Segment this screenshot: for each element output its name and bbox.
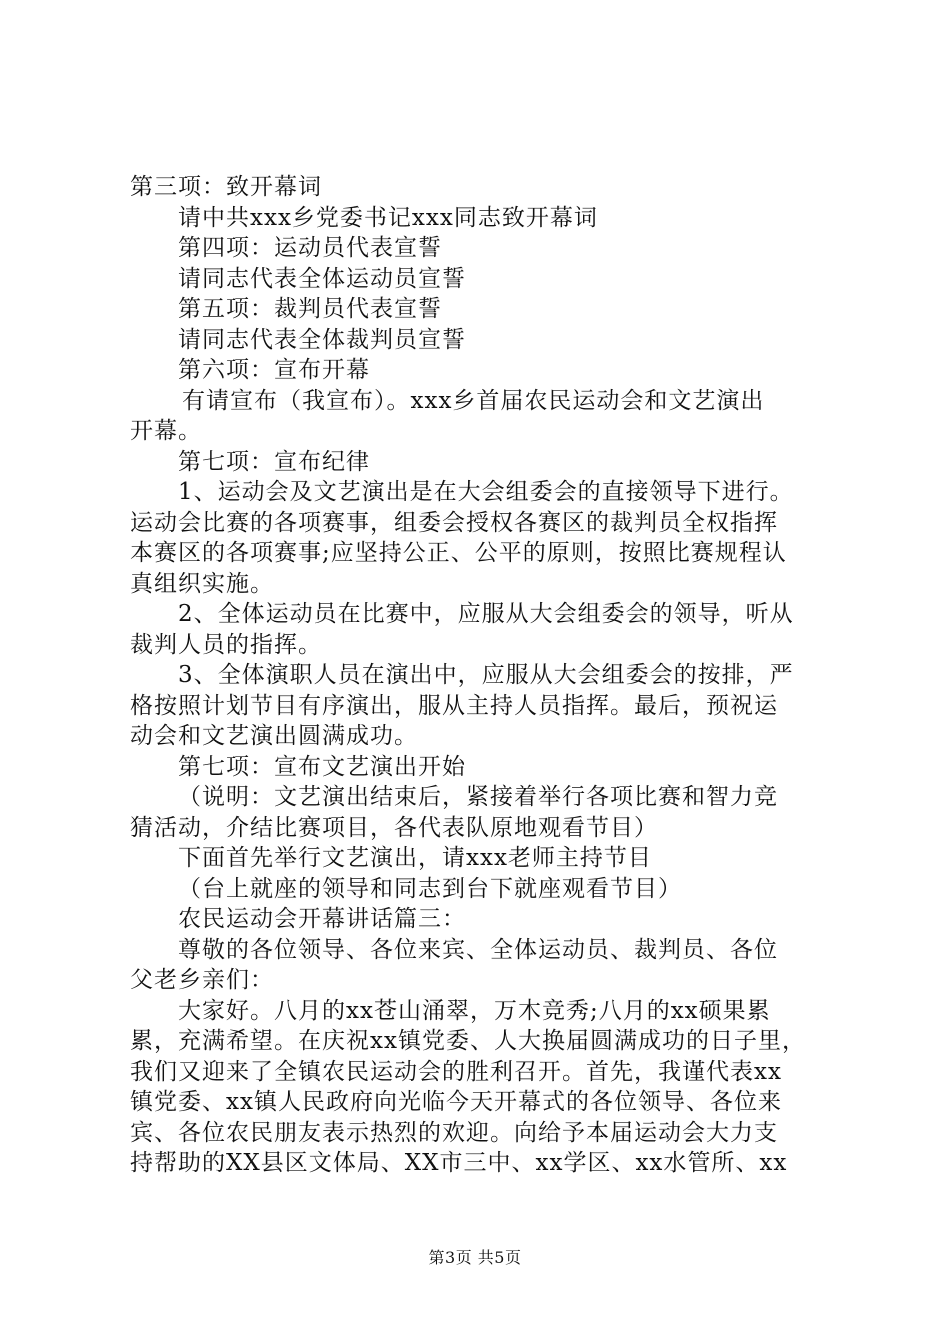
text-line: 开幕。 xyxy=(130,418,202,444)
text-line: 请中共xxx乡党委书记xxx同志致开幕词 xyxy=(178,204,598,231)
text-line: 第六项：宣布开幕 xyxy=(178,357,370,383)
text-line: 本赛区的各项赛事;应坚持公正、公平的原则，按照比赛规程认 xyxy=(130,540,787,566)
text-line: 真组织实施。 xyxy=(130,570,274,597)
text-line: 持帮助的XX县区文体局、XX市三中、xx学区、xx水管所、xx xyxy=(130,1150,788,1176)
text-line: 格按照计划节目有序演出，服从主持人员指挥。最后，预祝运 xyxy=(130,692,778,719)
text-line: 下面首先举行文艺演出，请xxx老师主持节目 xyxy=(178,845,652,871)
text-line: 第五项：裁判员代表宣誓 xyxy=(178,296,442,322)
text-line: 运动会比赛的各项赛事，组委会授权各赛区的裁判员全权指挥 xyxy=(130,509,778,536)
text-line: 累，充满希望。在庆祝xx镇党委、人大换届圆满成功的日子里， xyxy=(130,1028,806,1054)
text-line: 大家好。八月的xx苍山涌翠，万木竞秀;八月的xx硕果累 xyxy=(178,997,771,1024)
text-line: 3、全体演职人员在演出中，应服从大会组委会的按排，严 xyxy=(178,662,794,688)
text-line: 镇党委、xx镇人民政府向光临今天开幕式的各位领导、各位来 xyxy=(130,1089,782,1115)
text-line: 我们又迎来了全镇农民运动会的胜利召开。首先，我谨代表xx xyxy=(130,1058,782,1085)
text-line: （说明：文艺演出结束后，紧接着举行各项比赛和智力竞 xyxy=(178,784,778,810)
text-line: 第七项：宣布纪律 xyxy=(178,448,370,475)
page-number: 第3页 共5页 xyxy=(428,1248,522,1267)
text-line: 请同志代表全体裁判员宣誓 xyxy=(178,326,466,353)
text-line: 尊敬的各位领导、各位来宾、全体运动员、裁判员、各位 xyxy=(178,936,778,963)
page-footer xyxy=(0,1245,950,1268)
text-line: 请同志代表全体运动员宣誓 xyxy=(178,265,466,292)
text-line: 农民运动会开幕讲话篇三： xyxy=(178,906,466,932)
text-line: 第七项：宣布文艺演出开始 xyxy=(178,753,466,780)
text-line: 第四项：运动员代表宣誓 xyxy=(178,235,442,261)
text-line: 1、运动会及文艺演出是在大会组委会的直接领导下进行。 xyxy=(178,479,794,505)
text-line: 父老乡亲们： xyxy=(130,967,274,993)
text-line: 2、全体运动员在比赛中，应服从大会组委会的领导，听从 xyxy=(178,601,794,627)
document-body xyxy=(130,172,838,1179)
text-line: 猜活动，介结比赛项目，各代表队原地观看节目） xyxy=(130,814,658,841)
text-line: 动会和文艺演出圆满成功。 xyxy=(130,723,418,749)
text-line: （台上就座的领导和同志到台下就座观看节目） xyxy=(178,875,682,902)
text-line: 有请宣布（我宣布）。xxx乡首届农民运动会和文艺演出 xyxy=(182,387,765,414)
text-line: 裁判人员的指挥。 xyxy=(130,631,322,658)
text-line: 宾、各位农民朋友表示热烈的欢迎。向给予本届运动会大力支 xyxy=(130,1119,778,1146)
text-line: 第三项：致开幕词 xyxy=(130,174,322,200)
